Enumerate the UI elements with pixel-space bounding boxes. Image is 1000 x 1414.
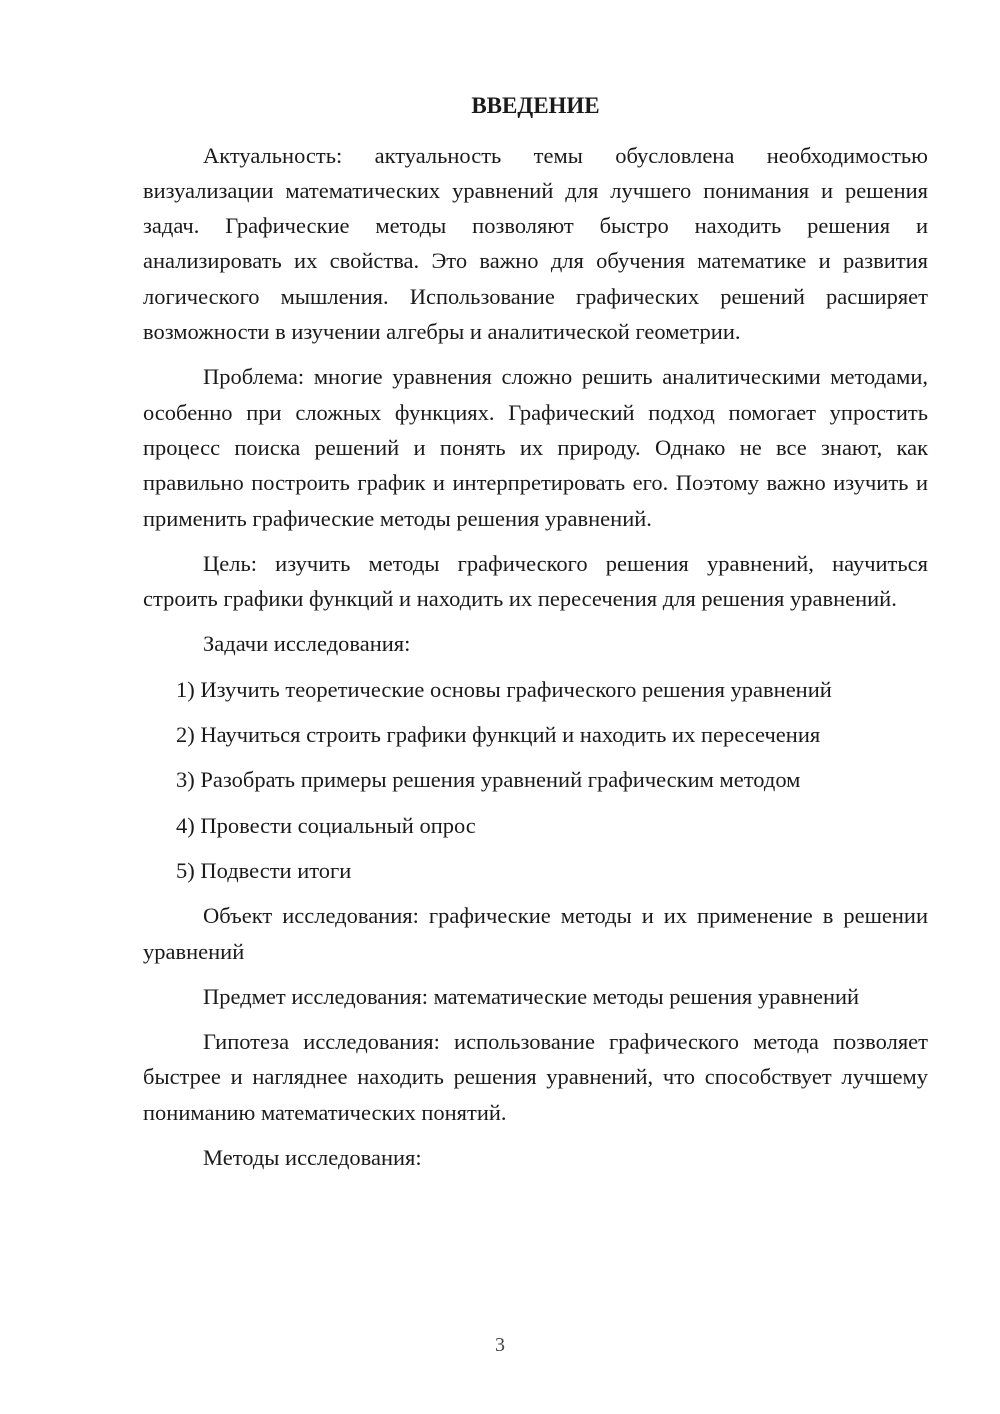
paragraph-hypothesis: Гипотеза исследования: использование графического метода позволяет быстрее и нагляднее находить решения уравнений, что способствует лучшему пониманию математических понятий. — [143, 1029, 928, 1125]
paragraph-tasks-heading: Задачи исследования: — [203, 631, 411, 657]
page-title: ВВЕДЕНИЕ — [471, 93, 600, 118]
paragraph-goal: Цель: изучить методы графического решения уравнений, научиться строить графики функций и находить их пересечения для решения уравнений. — [143, 550, 928, 612]
paragraph-object: Объект исследования: графические методы и их применение в решении уравнений — [143, 903, 928, 964]
paragraph-relevance: Актуальность: актуальность темы обусловлена необходимостью визуализации математических уравнений для лучшего понимания и решения задач. Графические методы позволяют быстро находить решения и анализировать их свойства. Это важно для обучения математике и развития логического мышления. Использование графических решений расширяет возможности в изучении алгебры и аналитической геометрии. — [143, 142, 928, 345]
list-item: 5) Подвести итоги — [176, 857, 352, 883]
list-item: 1) Изучить теоретические основы графического решения уравнений — [176, 676, 832, 702]
list-item: 3) Разобрать примеры решения уравнений графическим методом — [176, 767, 801, 793]
list-item: 2) Научиться строить графики функций и находить их пересечения — [176, 722, 821, 748]
tasks-list — [143, 672, 928, 888]
paragraph-problem: Проблема: многие уравнения сложно решить аналитическими методами, особенно при сложных функциях. Графический подход помогает упростить процесс поиска решений и понять их природу. Однако не все знают, как правильно построить график и интерпретировать его. Поэтому важно изучить и применить графические методы решения уравнений. — [143, 364, 928, 531]
list-item: 4) Провести социальный опрос — [176, 812, 476, 838]
document-page — [143, 92, 928, 1185]
page-number: 3 — [495, 1334, 505, 1356]
paragraph-subject: Предмет исследования: математические методы решения уравнений — [203, 983, 860, 1009]
paragraph-methods: Методы исследования: — [203, 1145, 422, 1171]
